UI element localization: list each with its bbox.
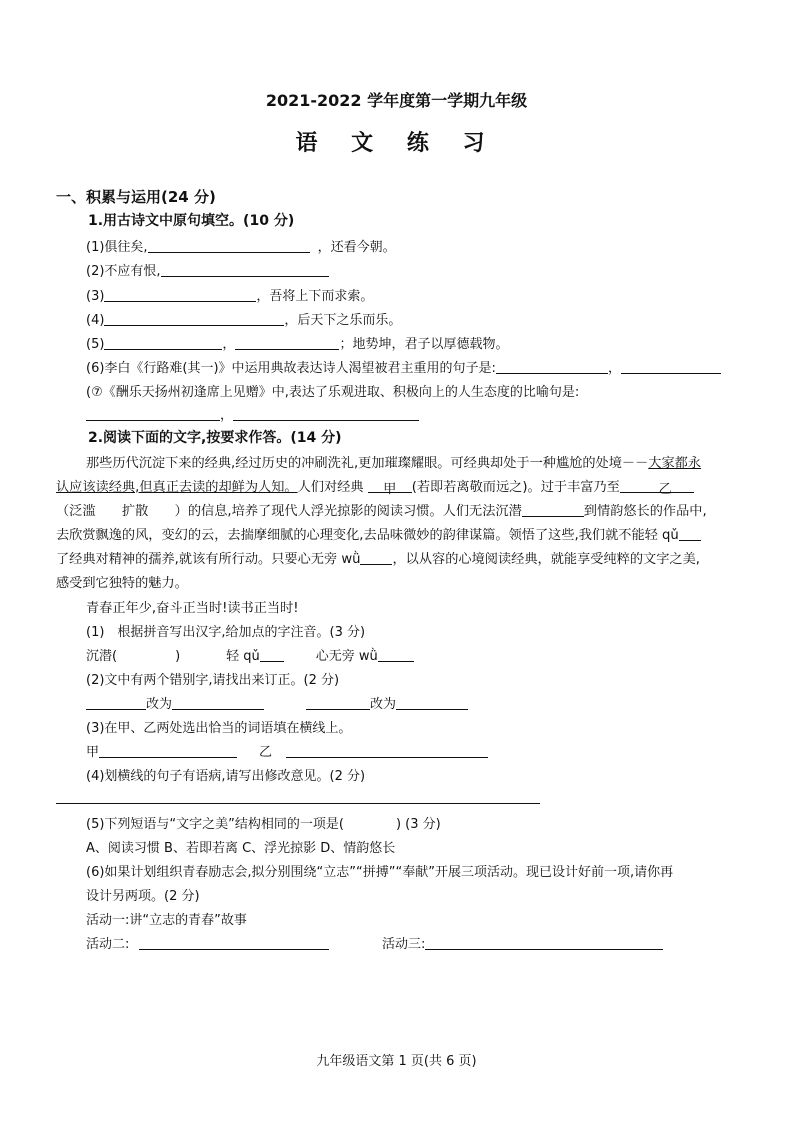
sub-question-2: (2)文中有两个错别字,请找出来订正。(2 分)	[86, 673, 340, 688]
passage-line	[56, 548, 700, 567]
blank-jia[interactable]	[368, 478, 412, 497]
q1-item-5-suffix: ；地势坤，君子以厚德载物。	[339, 337, 509, 352]
passage-text: (若即若离敬而远之)。过于丰富乃至	[411, 480, 620, 495]
passage-text: 去欣赏飘逸的风，变幻的云，去揣摩细腻的心理变化,去品味微妙的韵律谋篇。领悟了这些,我们就不能轻 qǔ	[56, 528, 679, 543]
sub-question-2-answers	[86, 693, 468, 712]
q1-item-5-prefix: (5)	[86, 337, 105, 352]
sub-question-1: (1) 根据拼音写出汉字,给加点的字注音。(3 分)	[86, 625, 366, 640]
answer-blank[interactable]	[148, 238, 310, 253]
change-to-label: 改为	[146, 697, 173, 712]
change-to-label: 改为	[370, 697, 397, 712]
q1-item-4-prefix: (4)	[86, 313, 105, 328]
sub-question-3: (3)在甲、乙两处选出恰当的词语填在横线上。	[86, 721, 352, 736]
sub-question-4: (4)划横线的句子有语病,请写出修改意见。(2 分)	[86, 769, 366, 784]
sub1-item-b: 轻 qǔ	[226, 649, 260, 664]
page-year-title: 2021-2022 学年度第一学期九年级	[265, 91, 528, 110]
passage-line	[56, 476, 694, 495]
q1-item-3	[86, 285, 373, 304]
activity-1: 活动一:讲“立志的青春”故事	[86, 913, 247, 928]
question-2-heading: 2.阅读下面的文字,按要求作答。(14 分)	[88, 430, 342, 446]
page-subject-title: 语 文 练 习	[295, 131, 498, 156]
sub-question-5	[86, 813, 441, 832]
sub-question-3-answers	[86, 741, 488, 760]
section-heading: 一、积累与运用(24 分)	[56, 188, 216, 206]
blank-jia-label: 甲	[383, 482, 397, 497]
answer-blank[interactable]	[378, 647, 414, 662]
answer-blank[interactable]	[621, 359, 721, 374]
sub-question-5-options: A、阅读习惯 B、若即若离 C、浮光掠影 D、情韵悠长	[86, 841, 396, 856]
passage-line	[56, 524, 701, 543]
answer-blank[interactable]	[235, 335, 339, 350]
underlined-sentence: 大家都永	[648, 456, 702, 471]
q1-item-6-prefix: (6)李白《行路难(其一)》中运用典故表达诗人渴望被君主重用的句子是:	[86, 361, 496, 376]
sub5-text: (5)下列短语与“文字之美”结构相同的一项是(	[86, 817, 344, 832]
answer-blank[interactable]	[233, 406, 419, 421]
answer-blank[interactable]	[260, 647, 284, 662]
answer-blank[interactable]	[522, 502, 584, 517]
q1-item-1	[86, 236, 396, 255]
q1-item-6	[86, 357, 721, 376]
q1-item-3-suffix: ，吾将上下而求索。	[256, 289, 374, 304]
jia-label: 甲	[86, 745, 100, 760]
answer-line[interactable]	[56, 803, 540, 804]
passage-line	[56, 500, 707, 519]
q1-item-7: (⑦《酬乐天扬州初逢席上见赠》中,表达了乐观进取、积极向上的人生态度的比喻句是:	[86, 385, 580, 400]
q1-item-4-suffix: ，后天下之乐而乐。	[284, 313, 402, 328]
q1-item-5-separator: ，	[222, 337, 236, 352]
sub1-item-a-close: )	[175, 649, 181, 664]
q1-item-1-prefix: (1)俱往矣,	[86, 240, 148, 255]
blank-yi[interactable]	[620, 478, 694, 497]
q1-item-2-prefix: (2)不应有恨,	[86, 264, 161, 279]
answer-blank[interactable]	[679, 526, 701, 541]
sub1-item-c: 心无旁 wǜ	[315, 649, 378, 664]
underlined-sentence: 认应该读经典,但真正去读的却鲜为人知。	[56, 480, 298, 495]
q1-item-7-answer-line	[86, 404, 419, 423]
answer-blank[interactable]	[104, 335, 222, 350]
q1-item-6-separator: ，	[607, 361, 621, 376]
activity-2-label: 活动二:	[86, 937, 130, 952]
passage-line: 感受到它独特的魅力。	[56, 576, 188, 591]
page-footer: 九年级语文第 1 页(共 6 页)	[316, 1054, 477, 1069]
answer-blank[interactable]	[396, 695, 468, 710]
answer-blank[interactable]	[104, 311, 284, 326]
activity-2	[86, 933, 329, 952]
answer-blank[interactable]	[139, 935, 329, 950]
sub-question-6: (6)如果计划组织青春励志会,拟分别围绕“立志”“拼搏”“奉献”开展三项活动。现已设计好前一项,请你再	[86, 865, 674, 880]
passage-text: 到情韵悠长的作品中,	[583, 504, 707, 519]
activity-3-label: 活动三:	[382, 937, 426, 952]
answer-blank[interactable]	[496, 359, 608, 374]
passage-text: ，以从容的心境阅读经典，就能享受纯粹的文字之美,	[392, 552, 700, 567]
passage-text: 那些历代沉淀下来的经典,经过历史的冲刷洗礼,更加璀璨耀眼。可经典却处于一种尴尬的处境－－	[86, 456, 649, 471]
passage-text: （泛滥 扩散 ）的信息,培养了现代人浮光掠影的阅读习惯。人们无法沉潜	[56, 504, 522, 519]
q1-item-4	[86, 309, 401, 328]
answer-blank[interactable]	[306, 695, 370, 710]
answer-blank[interactable]	[104, 287, 256, 302]
answer-blank[interactable]	[99, 743, 237, 758]
passage-line	[86, 452, 701, 471]
yi-label: 乙	[259, 745, 273, 760]
question-1-heading: 1.用古诗文中原句填空。(10 分)	[88, 213, 295, 229]
blank-yi-label: 乙	[658, 482, 672, 497]
passage-text: 了经典对精神的孺养,就该有所行动。只要心无旁 wǜ	[56, 552, 361, 567]
q1-item-3-prefix: (3)	[86, 289, 105, 304]
activity-3	[382, 933, 663, 952]
sub-question-1-answers	[86, 645, 414, 664]
answer-blank[interactable]	[360, 550, 392, 565]
q1-item-7-separator: ，	[220, 408, 234, 423]
answer-blank[interactable]	[425, 935, 663, 950]
passage-line: 青春正年少,奋斗正当时!读书正当时!	[86, 601, 299, 616]
sub5-score: ) (3 分)	[395, 817, 441, 832]
answer-blank[interactable]	[86, 695, 146, 710]
sub-question-6-cont: 设计另两项。(2 分)	[86, 889, 200, 904]
sub1-item-a: 沉潜(	[86, 649, 118, 664]
answer-blank[interactable]	[172, 695, 264, 710]
answer-blank[interactable]	[286, 743, 488, 758]
q1-item-5	[86, 333, 508, 352]
passage-text: 人们对经典	[297, 480, 368, 495]
answer-blank[interactable]	[161, 262, 329, 277]
q1-item-1-suffix: ，还看今朝。	[317, 240, 396, 255]
answer-blank[interactable]	[86, 406, 220, 421]
q1-item-2	[86, 260, 329, 279]
